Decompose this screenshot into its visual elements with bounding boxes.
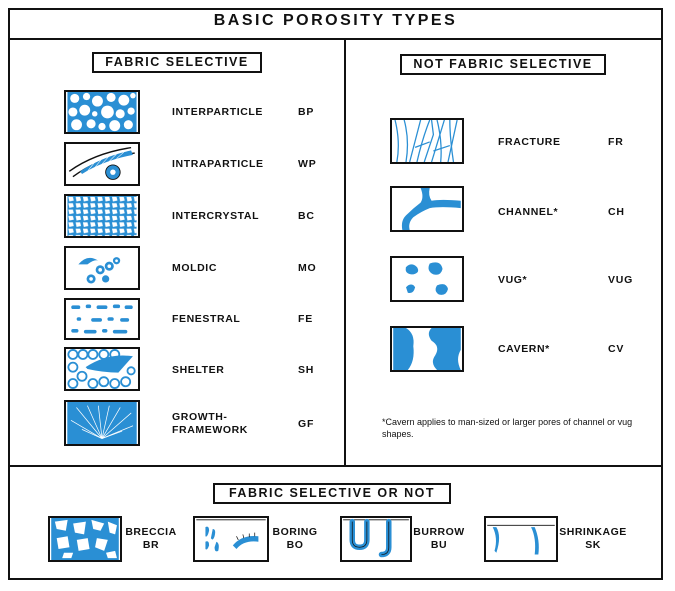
title-divider (8, 38, 663, 40)
intercrystal-name: INTERCRYSTAL (172, 210, 260, 222)
shrinkage-code: SK (585, 539, 601, 551)
vug-pattern-icon (390, 256, 464, 302)
page-title: BASIC POROSITY TYPES (213, 12, 458, 29)
shelter-code: SH (298, 364, 315, 376)
not-fabric-selective-label: NOT FABRIC SELECTIVE (400, 54, 606, 75)
interparticle-code: BP (298, 106, 315, 118)
shrinkage-name: SHRINKAGE (559, 526, 627, 538)
fracture-code: FR (608, 136, 624, 148)
shrinkage-pattern-icon (484, 516, 558, 562)
intraparticle-code: WP (298, 158, 317, 170)
channel-pattern-icon (390, 186, 464, 232)
breccia-pattern-icon (48, 516, 122, 562)
fenestral-pattern-icon (64, 298, 140, 340)
intercrystal-pattern-icon (64, 194, 140, 238)
intraparticle-pattern-icon (64, 142, 140, 186)
boring-pattern-icon (193, 516, 269, 562)
cavern-name: CAVERN* (498, 343, 550, 355)
intercrystal-code: BC (298, 210, 315, 222)
vug-name: VUG* (498, 274, 528, 286)
burrow-code: BU (430, 539, 448, 551)
fenestral-name: FENESTRAL (172, 313, 241, 325)
shelter-name: SHELTER (172, 364, 225, 376)
growth-framework-code: GF (298, 418, 315, 430)
intraparticle-name: INTRAPARTICLE (172, 158, 264, 170)
breccia-name: BRECCIA (125, 526, 177, 538)
vug-code: VUG (608, 274, 634, 286)
fracture-name: FRACTURE (498, 136, 561, 148)
channel-name: CHANNEL* (498, 206, 559, 218)
moldic-name: MOLDIC (172, 262, 218, 274)
interparticle-name: INTERPARTICLE (172, 106, 264, 118)
growth-framework-pattern-icon (64, 400, 140, 446)
bottom-section-divider (8, 465, 663, 467)
boring-code: BO (286, 539, 304, 551)
fabric-selective-or-not-label: FABRIC SELECTIVE OR NOT (213, 483, 451, 504)
cavern-code: CV (608, 343, 625, 355)
moldic-pattern-icon (64, 246, 140, 290)
moldic-code: MO (298, 262, 317, 274)
growth-framework-name: GROWTH- FRAMEWORK (172, 411, 248, 436)
fenestral-code: FE (298, 313, 314, 325)
interparticle-pattern-icon (64, 90, 140, 134)
shelter-pattern-icon (64, 347, 140, 391)
burrow-pattern-icon (340, 516, 412, 562)
boring-name: BORING (272, 526, 318, 538)
channel-code: CH (608, 206, 625, 218)
cavern-footnote: *Cavern applies to man-sized or larger pores of channel or vug shapes. (382, 417, 633, 439)
burrow-name: BURROW (413, 526, 465, 538)
fabric-selective-label: FABRIC SELECTIVE (92, 52, 262, 73)
column-divider (344, 38, 346, 466)
fracture-pattern-icon (390, 118, 464, 164)
cavern-pattern-icon (390, 326, 464, 372)
breccia-code: BR (142, 539, 160, 551)
